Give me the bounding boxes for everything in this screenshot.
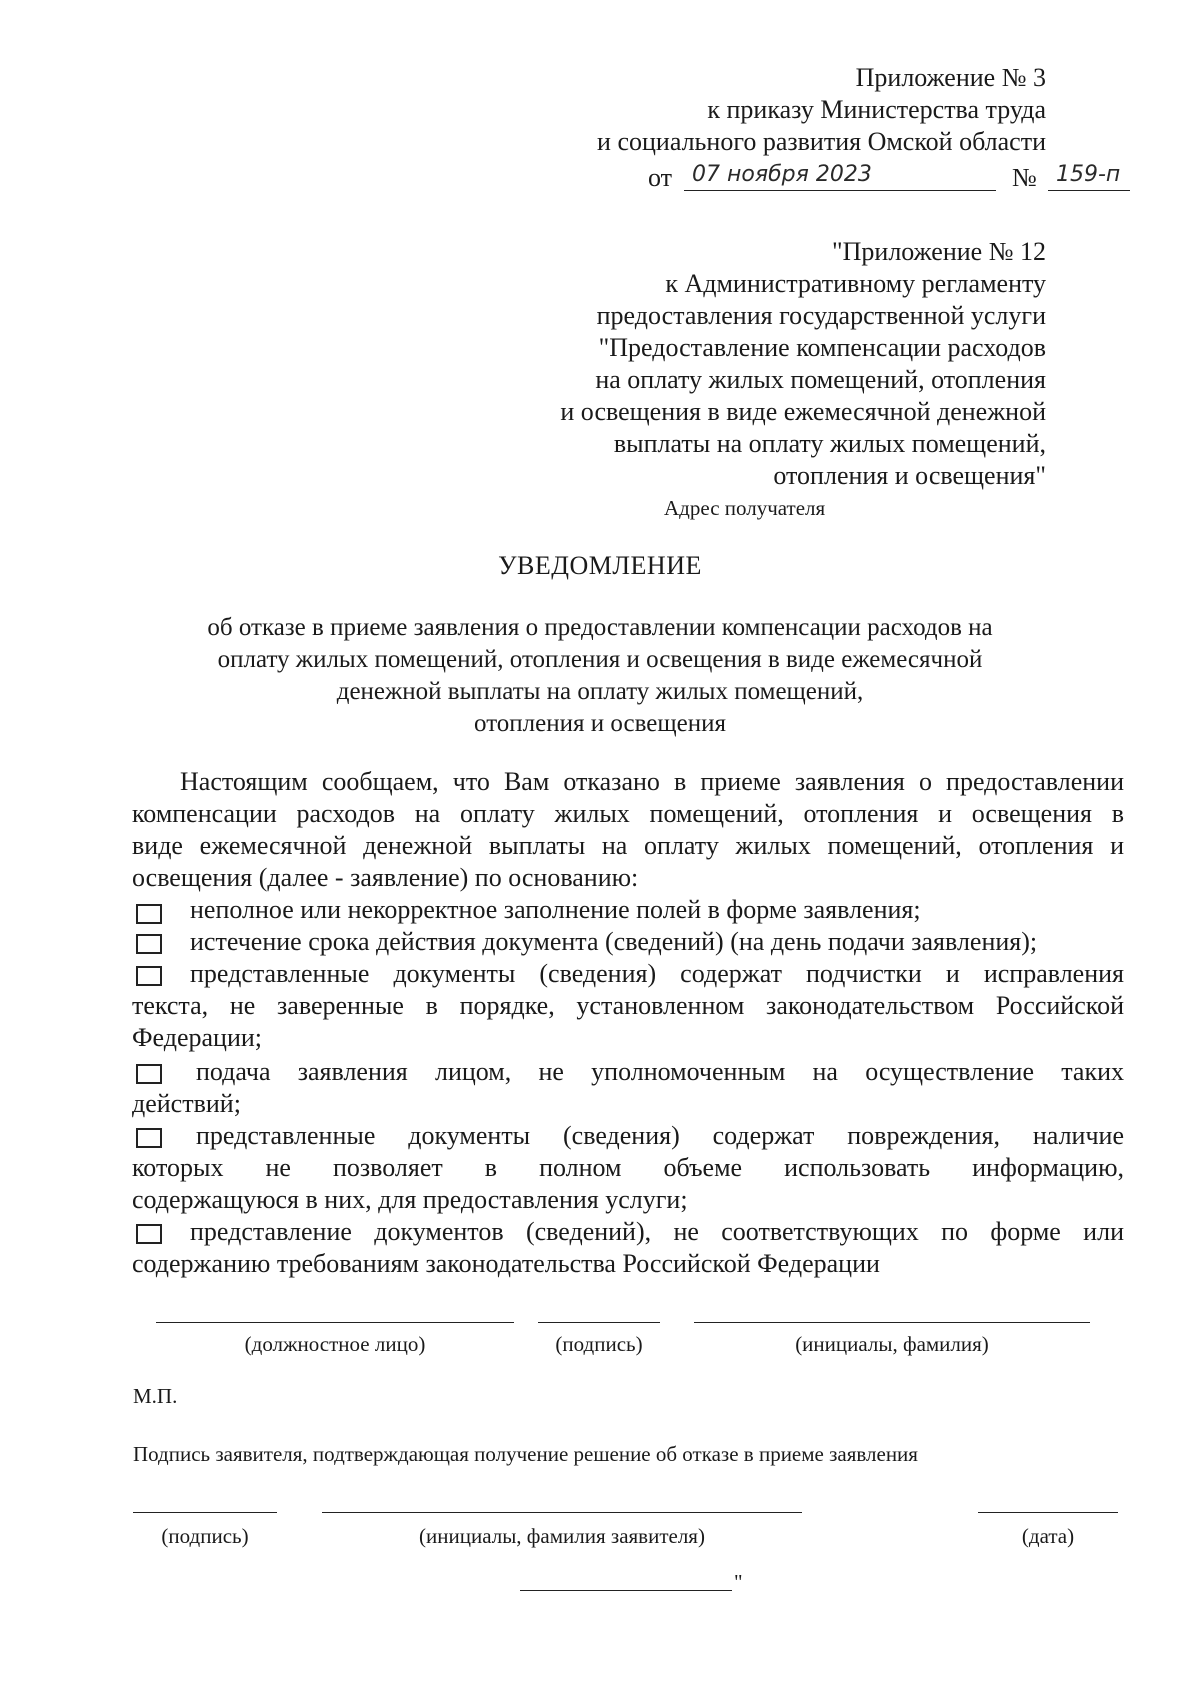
reason-checkbox[interactable] — [136, 934, 162, 954]
intro-line: виде ежемесячной денежной выплаты на оплату жилых помещений, отопления и — [132, 831, 1124, 860]
number-prefix: № — [1012, 163, 1037, 192]
seal-label: М.П. — [133, 1384, 178, 1408]
reason-text: текста, не заверенные в порядке, установленном законодательством Российской — [132, 991, 1124, 1020]
reason-checkbox[interactable] — [136, 966, 162, 986]
intro-line: компенсации расходов на оплату жилых помещений, отопления и освещения в — [132, 799, 1124, 828]
name-caption: (инициалы, фамилия) — [795, 1332, 989, 1356]
position-caption: (должностное лицо) — [244, 1332, 426, 1356]
reason-text: истечение срока действия документа (сведений) (на день подачи заявления); — [190, 927, 1038, 956]
regulation-line: к Административному регламенту — [665, 269, 1046, 298]
appendix-number: Приложение № 3 — [855, 63, 1046, 92]
document-title: УВЕДОМЛЕНИЕ — [498, 551, 702, 580]
subtitle-line: оплату жилых помещений, отопления и освещения в виде ежемесячной — [217, 646, 983, 673]
date-prefix: от — [648, 163, 673, 192]
signature-line — [538, 1322, 660, 1323]
reason-checkbox[interactable] — [136, 904, 162, 924]
date-underline — [684, 190, 996, 191]
name-line — [694, 1322, 1090, 1323]
handwritten-number: 159-п — [1056, 162, 1121, 187]
applicant-date-line — [978, 1512, 1118, 1513]
regulation-line: и освещения в виде ежемесячной денежной — [560, 397, 1046, 426]
regulation-line: "Предоставление компенсации расходов — [598, 333, 1046, 362]
reason-text: Федерации; — [132, 1023, 263, 1052]
reason-text: действий; — [132, 1089, 241, 1118]
closing-quote: " — [734, 1570, 743, 1594]
reason-text: представленные документы (сведения) содержат повреждения, наличие — [196, 1121, 1124, 1150]
position-line — [156, 1322, 514, 1323]
regulation-line: предоставления государственной услуги — [596, 301, 1046, 330]
applicant-signature-caption: (подпись) — [161, 1524, 249, 1548]
regulation-line: "Приложение № 12 — [832, 237, 1046, 266]
reason-text: представленные документы (сведения) содержат подчистки и исправления — [190, 959, 1124, 988]
reason-checkbox[interactable] — [136, 1064, 162, 1084]
signature-caption: (подпись) — [555, 1332, 643, 1356]
reason-text: которых не позволяет в полном объеме использовать информацию, — [132, 1153, 1124, 1182]
recipient-address-label: Адрес получателя — [664, 496, 826, 520]
reason-text: неполное или некорректное заполнение полей в форме заявления; — [190, 895, 921, 924]
reason-text: содержанию требованиям законодательства Российской Федерации — [132, 1249, 880, 1278]
applicant-date-caption: (дата) — [1021, 1524, 1075, 1548]
intro-line: освещения (далее - заявление) по основанию: — [132, 863, 639, 892]
reason-checkbox[interactable] — [136, 1128, 162, 1148]
regulation-line: отопления и освещения" — [773, 461, 1046, 490]
applicant-name-line — [322, 1512, 802, 1513]
handwritten-date: 07 ноября 2023 — [692, 162, 872, 187]
regulation-line: выплаты на оплату жилых помещений, — [613, 429, 1046, 458]
applicant-name-caption: (инициалы, фамилия заявителя) — [419, 1524, 705, 1548]
number-underline — [1048, 190, 1130, 191]
reason-text: представление документов (сведений), не соответствующих по форме или — [190, 1217, 1124, 1246]
reason-text: содержащуюся в них, для предоставления услуги; — [132, 1185, 688, 1214]
regulation-line: на оплату жилых помещений, отопления — [595, 365, 1046, 394]
appendix-ministry-line: и социального развития Омской области — [597, 127, 1046, 156]
closing-line — [520, 1590, 732, 1591]
reason-text: подача заявления лицом, не уполномоченным на осуществление таких — [196, 1057, 1124, 1086]
applicant-confirmation-text: Подпись заявителя, подтверждающая получение решение об отказе в приеме заявления — [133, 1442, 918, 1466]
subtitle-line: отопления и освещения — [474, 710, 726, 737]
appendix-order-line: к приказу Министерства труда — [707, 95, 1046, 124]
intro-line: Настоящим сообщаем, что Вам отказано в приеме заявления о предоставлении — [180, 767, 1124, 796]
subtitle-line: об отказе в приеме заявления о предоставлении компенсации расходов на — [207, 614, 993, 641]
subtitle-line: денежной выплаты на оплату жилых помещений, — [336, 678, 864, 705]
applicant-signature-line — [133, 1512, 277, 1513]
reason-checkbox[interactable] — [136, 1224, 162, 1244]
